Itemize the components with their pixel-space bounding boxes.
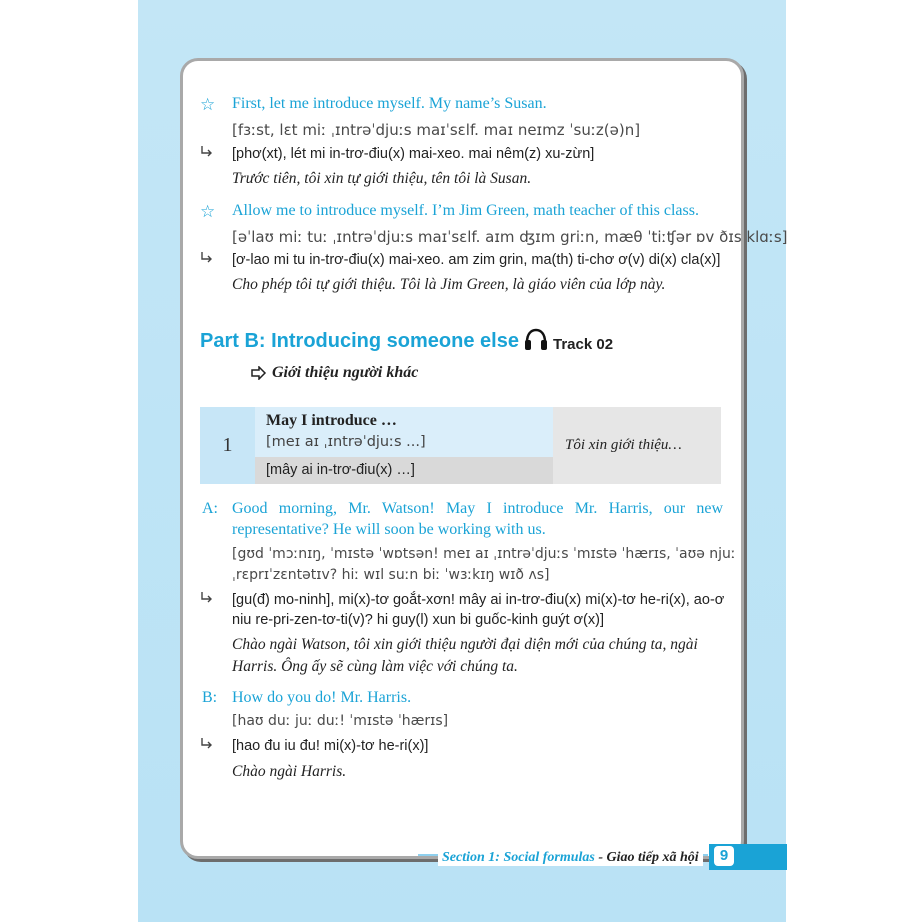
phrase-ipa: [meɪ aɪ ˌɪntrəˈdjuːs ...] xyxy=(266,434,426,450)
star-icon: ☆ xyxy=(200,202,216,221)
speaker-label: B: xyxy=(202,689,218,706)
phrase-translation: Tôi xin giới thiệu… xyxy=(553,407,721,484)
pronunciation-pointer-icon xyxy=(200,736,216,757)
footer-topic: Giao tiếp xã hội xyxy=(606,850,699,865)
dialogue-ipa-line: [gʊd ˈmɔːnɪŋ, ˈmɪstə ˈwɒtsən! meɪ aɪ ˌɪntrəˈdjuːs ˈmɪstə ˈhærɪs, ˈaʊə njuː xyxy=(232,546,736,562)
star-icon: ☆ xyxy=(200,95,216,114)
dialogue-english-line: representative? He will soon be working with us. xyxy=(232,521,546,538)
dialogue-ipa-line: [haʊ duː juː duː! ˈmɪstə ˈhærɪs] xyxy=(232,713,449,729)
phrase-pronunciation-cell xyxy=(255,457,553,484)
pronunciation-pointer-icon xyxy=(200,590,216,611)
page-number: 9 xyxy=(714,846,734,866)
example-translation: Trước tiên, tôi xin tự giới thiệu, tên tôi là Susan. xyxy=(232,170,532,187)
phrase-english-cell xyxy=(255,407,553,457)
phrase-viet-pronunciation: [mây ai in-trơ-điu(x) …] xyxy=(266,462,415,478)
footer-separator: - xyxy=(594,850,607,865)
dialogue-viet-pronunciation: [hao đu iu đu! mi(x)-tơ he-ri(x)] xyxy=(232,738,429,754)
section-subtitle: Giới thiệu người khác xyxy=(272,364,419,381)
phrase-english: May I introduce … xyxy=(266,412,397,429)
dialogue-english-line: How do you do! Mr. Harris. xyxy=(232,689,412,706)
dialogue-translation: Harris. Ông ấy sẽ cùng làm việc với chúng ta. xyxy=(232,658,518,675)
right-arrow-icon xyxy=(251,366,267,385)
example-viet-pronunciation: [phơ(xt), lét mi in-trơ-điu(x) mai-xeo. mai nêm(z) xu-zừn] xyxy=(232,146,595,162)
example-english: First, let me introduce myself. My name’s Susan. xyxy=(232,95,547,112)
dialogue-viet-pronunciation: niu re-pri-zen-tơ-ti(v)? hi guy(l) xun bi guốc-kinh guýt ơ(x)] xyxy=(232,612,604,628)
speaker-label: A: xyxy=(202,500,218,517)
pronunciation-pointer-icon xyxy=(200,250,216,271)
dialogue-english-line: Good morning, Mr. Watson! May I introduce Mr. Harris, our new xyxy=(232,500,723,517)
dialogue-ipa-line: ˌrɛprɪˈzɛntətɪv? hiː wɪl suːn biː ˈwɜːkɪŋ wɪð ʌs] xyxy=(232,567,550,583)
headphones-icon xyxy=(523,328,549,357)
example-ipa: [fɜːst, lɛt miː ˌɪntrəˈdjuːs maɪˈsɛlf. maɪ neɪmz ˈsuːz(ə)n] xyxy=(232,121,641,139)
dialogue-viet-pronunciation: [gu(đ) mo-ninh], mi(x)-tơ goắt-xơn! mây ai in-trơ-điu(x) mi(x)-tơ he-ri(x), ao-ơ xyxy=(232,592,725,608)
example-english: Allow me to introduce myself. I’m Jim Green, math teacher of this class. xyxy=(232,202,699,219)
footer-section: Section 1: Social formulas xyxy=(442,850,595,865)
example-ipa: [əˈlaʊ miː tuː ˌɪntrəˈdjuːs maɪˈsɛlf. aɪm ʤɪm griːn, mæθ ˈtiːʧər ɒv ðɪs klɑːs] xyxy=(232,228,788,246)
page-number-tab xyxy=(709,844,787,870)
pronunciation-pointer-icon xyxy=(200,144,216,165)
example-translation: Cho phép tôi tự giới thiệu. Tôi là Jim Green, là giáo viên của lớp này. xyxy=(232,276,666,293)
section-heading: Part B: Introducing someone else xyxy=(200,330,519,352)
dialogue-translation: Chào ngài Watson, tôi xin giới thiệu người đại diện mới của chúng ta, ngài xyxy=(232,636,698,653)
phrase-number: 1 xyxy=(200,407,255,484)
track-label: Track 02 xyxy=(553,336,614,353)
dialogue-translation: Chào ngài Harris. xyxy=(232,763,347,780)
footer xyxy=(438,850,703,866)
example-viet-pronunciation: [ơ-lao mi tu in-trơ-điu(x) mai-xeo. am zim grin, ma(th) ti-chơ ơ(v) di(x) cla(x)] xyxy=(232,252,721,268)
